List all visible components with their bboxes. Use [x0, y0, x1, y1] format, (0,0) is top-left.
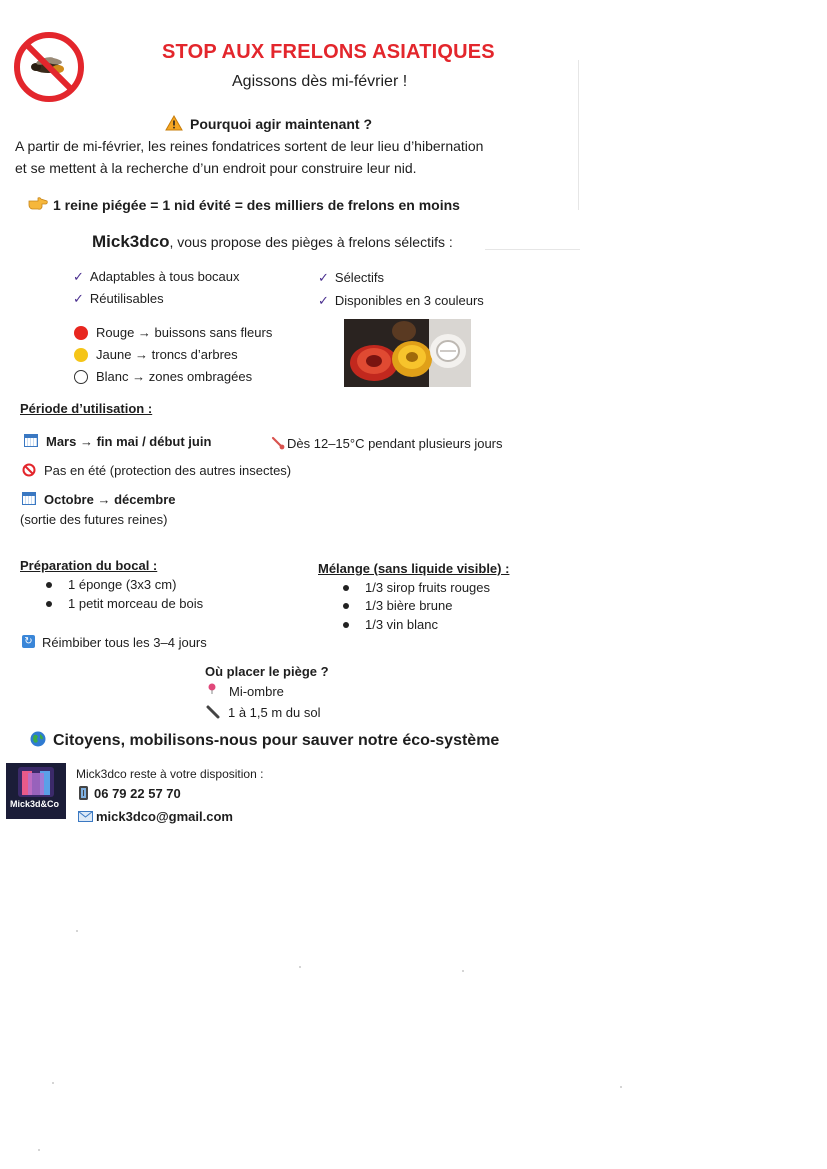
refresh-icon: ↻ — [22, 635, 35, 648]
white-dot-icon — [74, 370, 88, 384]
yellow-dot-icon — [74, 348, 88, 362]
preparation-heading: Préparation du bocal : — [20, 558, 158, 573]
color-option-white: Blanc → zones ombragées — [74, 369, 252, 385]
check-icon: ✓ — [318, 293, 329, 308]
contact-email[interactable]: mick3dco@gmail.com — [78, 809, 233, 824]
refresh-line: ↻ Réimbiber tous les 3–4 jours — [22, 635, 207, 650]
feature-item: ✓ Disponibles en 3 couleurs — [318, 293, 484, 308]
list-item: 1/3 bière brune — [343, 598, 452, 613]
call-to-action: Citoyens, mobilisons-nous pour sauver notre éco-système — [53, 732, 500, 749]
list-item: 1/3 vin blanc — [343, 617, 438, 632]
contact-phone[interactable]: 06 79 22 57 70 — [79, 786, 181, 802]
feature-item: ✓ Adaptables à tous bocaux — [73, 269, 240, 284]
placement-shade: Mi-ombre — [207, 684, 284, 699]
calendar-icon — [24, 434, 38, 447]
list-item: 1 éponge (3x3 cm) — [46, 577, 176, 592]
company-logo — [6, 763, 66, 819]
why-text-line-1: A partir de mi-février, les reines fondatrices sortent de leur lieu d’hibernation — [15, 138, 484, 154]
phone-icon — [79, 786, 88, 800]
warning-icon — [165, 115, 183, 131]
period-autumn: Octobre → décembre — [22, 492, 176, 507]
check-icon: ✓ — [318, 270, 329, 285]
calendar-icon — [22, 492, 36, 505]
period-summer: Pas en été (protection des autres insectes) — [22, 463, 291, 479]
check-icon: ✓ — [73, 291, 84, 306]
list-item: 1/3 sirop fruits rouges — [343, 580, 490, 595]
why-heading: Pourquoi agir maintenant ? — [190, 116, 373, 132]
offer-line — [92, 232, 453, 252]
period-spring: Mars → fin mai / début juin — [24, 434, 211, 449]
period-heading: Période d’utilisation : — [20, 401, 153, 416]
trap-product-photo — [344, 319, 471, 387]
pin-icon — [207, 683, 217, 695]
period-autumn-note: (sortie des futures reines) — [20, 512, 168, 527]
no-hornet-icon — [12, 30, 86, 104]
period-temperature: Dès 12–15°C pendant plusieurs jours — [271, 436, 503, 452]
list-item: 1 petit morceau de bois — [46, 596, 203, 611]
placement-heading: Où placer le piège ? — [205, 664, 329, 679]
page-title: STOP AUX FRELONS ASIATIQUES — [162, 41, 495, 63]
color-option-red: Rouge → buissons sans fleurs — [74, 325, 272, 341]
thermometer-icon — [271, 436, 285, 450]
mixture-heading: Mélange (sans liquide visible) : — [318, 561, 510, 576]
pointing-hand-icon — [28, 195, 48, 215]
feature-item: ✓ Sélectifs — [318, 270, 385, 285]
logo-text: Mick3d&Co — [10, 799, 60, 809]
feature-item: ✓ Réutilisables — [73, 291, 164, 306]
offer-text: , vous propose des pièges à frelons sélectifs : — [169, 234, 453, 250]
color-option-yellow: Jaune → troncs d’arbres — [74, 347, 238, 363]
check-icon: ✓ — [73, 269, 84, 284]
why-text-line-2: et se mettent à la recherche d’un endroit pour construire leur nid. — [15, 160, 417, 176]
contact-intro: Mick3dco reste à votre disposition : — [76, 767, 264, 781]
globe-icon — [30, 731, 46, 747]
mail-icon — [78, 810, 93, 821]
red-dot-icon — [74, 326, 88, 340]
slogan: 1 reine piégée = 1 nid évité = des milliers de frelons en moins — [53, 197, 460, 213]
page-subtitle: Agissons dès mi-février ! — [232, 73, 408, 90]
ruler-icon — [206, 705, 220, 719]
brand-name: Mick3dco — [92, 232, 170, 251]
prohibited-icon — [22, 463, 36, 477]
placement-height: 1 à 1,5 m du sol — [206, 705, 321, 721]
